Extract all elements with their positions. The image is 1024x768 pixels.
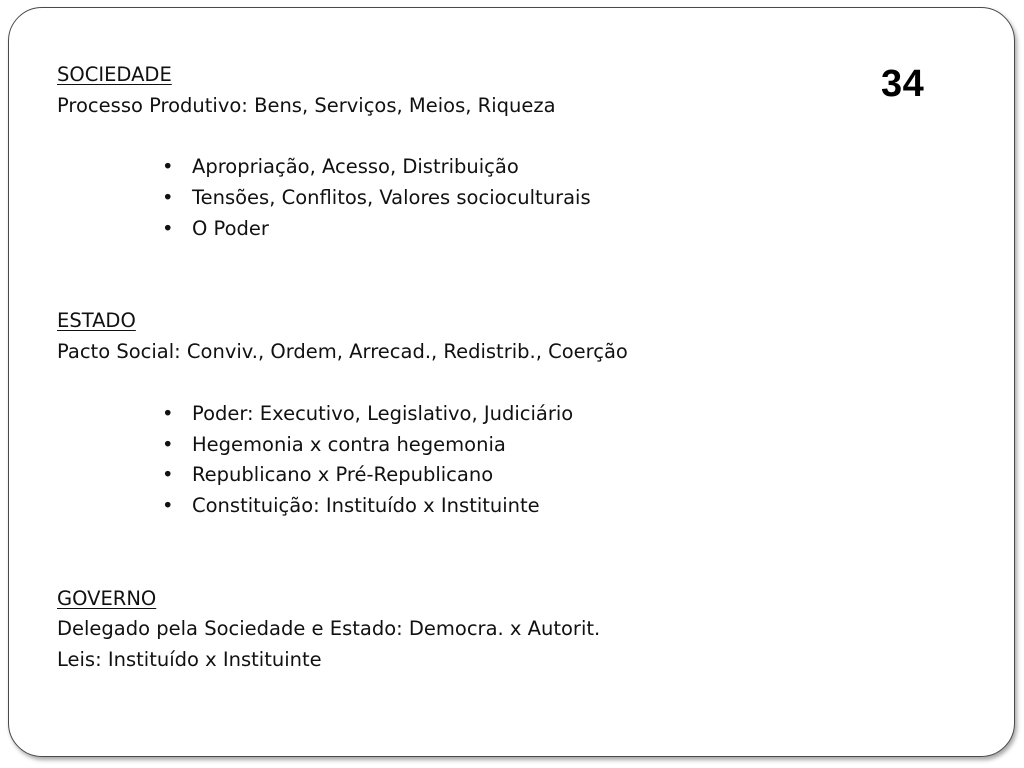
list-item bbox=[162, 152, 857, 183]
list-item bbox=[162, 430, 857, 461]
list-item bbox=[162, 399, 857, 430]
list-item bbox=[162, 460, 857, 491]
list-item-text: Republicano x Pré-Republicano bbox=[192, 463, 494, 487]
list-item-text: Apropriação, Acesso, Distribuição bbox=[192, 155, 519, 179]
section-heading-estado: ESTADO bbox=[57, 309, 136, 333]
bullet-icon: • bbox=[162, 216, 174, 240]
bullet-list-sociedade bbox=[57, 152, 857, 244]
slide-content bbox=[57, 60, 857, 676]
section-line: Processo Produtivo: Bens, Serviços, Meios, Riqueza bbox=[57, 93, 556, 117]
bullet-icon: • bbox=[162, 186, 174, 210]
page-number: 34 bbox=[881, 63, 925, 105]
section-line: Delegado pela Sociedade e Estado: Democra. x Autorit. bbox=[57, 617, 601, 641]
bullet-icon: • bbox=[162, 463, 174, 487]
section-estado bbox=[57, 306, 857, 522]
list-item-text: Poder: Executivo, Legislativo, Judiciário bbox=[192, 401, 574, 425]
list-item bbox=[162, 214, 857, 245]
section-line: Pacto Social: Conviv., Ordem, Arrecad., Redistrib., Coerção bbox=[57, 340, 628, 364]
section-governo bbox=[57, 584, 857, 676]
bullet-icon: • bbox=[162, 401, 174, 425]
bullet-list-estado bbox=[57, 399, 857, 522]
section-heading-governo: GOVERNO bbox=[57, 586, 157, 610]
section-sociedade bbox=[57, 60, 857, 245]
bullet-icon: • bbox=[162, 155, 174, 179]
list-item-text: Tensões, Conflitos, Valores socioculturais bbox=[192, 186, 591, 210]
section-line: Leis: Instituído x Instituinte bbox=[57, 648, 322, 672]
list-item bbox=[162, 183, 857, 214]
section-heading-sociedade: SOCIEDADE bbox=[57, 63, 172, 86]
list-item-text: Hegemonia x contra hegemonia bbox=[192, 432, 506, 456]
bullet-icon: • bbox=[162, 494, 174, 518]
list-item-text: O Poder bbox=[192, 216, 269, 240]
list-item-text: Constituição: Instituído x Instituinte bbox=[192, 494, 540, 518]
list-item bbox=[162, 491, 857, 522]
bullet-icon: • bbox=[162, 432, 174, 456]
slide-frame bbox=[8, 7, 1015, 757]
